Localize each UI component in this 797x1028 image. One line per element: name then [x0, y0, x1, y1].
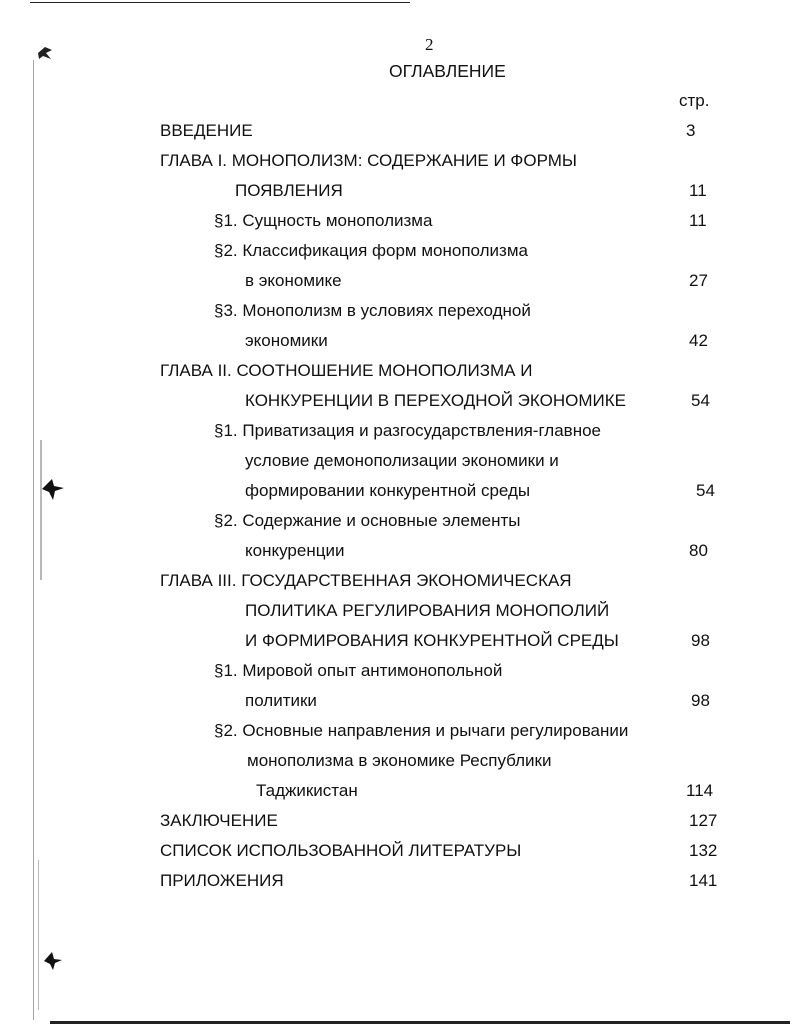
toc-entry-ch3-sec2-title-cont: монополизма в экономике Республики [247, 751, 552, 770]
toc-entry-chapter-1-title: ГЛАВА I. МОНОПОЛИЗМ: СОДЕРЖАНИЕ И ФОРМЫ [160, 151, 577, 170]
toc-entry-ch1-sec2-title: §2. Классификация форм монополизма [214, 241, 528, 260]
scan-ink-blot-icon [40, 476, 66, 502]
toc-entry-ch2-sec1-title-cont: условие демонополизации экономики и [245, 451, 559, 470]
scan-ink-blot-icon [42, 950, 64, 972]
toc-entry-bibliography-page: 132 [689, 841, 718, 860]
toc-entry-chapter-2-title: ГЛАВА II. СООТНОШЕНИЕ МОНОПОЛИЗМА И [160, 361, 533, 380]
toc-entry-ch1-sec3-title: §3. Монополизм в условиях переходной [214, 301, 531, 320]
scan-left-edge-line-3 [38, 860, 39, 1010]
page-column-label: стр. [679, 91, 710, 110]
scan-ink-blot-icon [36, 44, 54, 62]
toc-entry-chapter-3-title-cont: ПОЛИТИКА РЕГУЛИРОВАНИЯ МОНОПОЛИЙ [245, 601, 610, 620]
toc-entry-ch1-sec3-page: 42 [689, 331, 708, 350]
toc-entry-appendices-page: 141 [689, 871, 718, 890]
toc-title: ОГЛАВЛЕНИЕ [389, 61, 506, 81]
toc-entry-introduction-page: 3 [686, 121, 696, 140]
toc-entry-ch1-sec1-page: 11 [689, 211, 707, 230]
toc-entry-ch3-sec2-page: 114 [686, 781, 714, 800]
toc-entry-ch2-sec1-title-cont-2: формировании конкурентной среды [245, 481, 531, 500]
toc-entry-chapter-3-title: ГЛАВА III. ГОСУДАРСТВЕННАЯ ЭКОНОМИЧЕСКАЯ [160, 571, 572, 590]
toc-entry-ch1-sec2-page: 27 [689, 271, 708, 290]
toc-entry-ch2-sec1-title: §1. Приватизация и разгосударствления-главное [214, 421, 601, 440]
toc-entry-ch3-sec1-title-cont: политики [245, 691, 317, 710]
toc-entry-ch3-sec2-title-cont-2: Таджикистан [256, 781, 358, 800]
toc-entry-ch3-sec1-title: §1. Мировой опыт антимонопольной [214, 661, 503, 680]
page-number: 2 [425, 35, 434, 54]
toc-entry-ch2-sec2-page: 80 [689, 541, 708, 560]
toc-entry-ch2-sec1-page: 54 [696, 481, 715, 500]
toc-entry-chapter-1-page: 11 [689, 181, 707, 200]
toc-entry-chapter-2-title-cont: КОНКУРЕНЦИИ В ПЕРЕХОДНОЙ ЭКОНОМИКЕ [245, 391, 626, 410]
toc-entry-chapter-3-title-cont-2: И ФОРМИРОВАНИЯ КОНКУРЕНТНОЙ СРЕДЫ [245, 631, 619, 650]
toc-entry-ch1-sec2-title-cont: в экономике [245, 271, 342, 290]
toc-entry-ch1-sec3-title-cont: экономики [245, 331, 328, 350]
toc-entry-conclusion-page: 127 [689, 811, 718, 830]
toc-entry-chapter-3-page: 98 [691, 631, 710, 650]
toc-entry-ch2-sec2-title-cont: конкуренции [245, 541, 345, 560]
toc-entry-chapter-2-page: 54 [691, 391, 710, 410]
toc-entry-ch1-sec1-title: §1. Сущность монополизма [214, 211, 433, 230]
scan-top-edge-line [30, 2, 410, 3]
toc-entry-chapter-1-title-cont: ПОЯВЛЕНИЯ [235, 181, 343, 200]
scan-left-edge-line-2 [40, 440, 42, 580]
toc-entry-ch3-sec1-page: 98 [691, 691, 710, 710]
scan-bottom-edge-line [50, 1021, 790, 1024]
toc-entry-appendices-title: ПРИЛОЖЕНИЯ [160, 871, 284, 890]
toc-entry-introduction-title: ВВЕДЕНИЕ [160, 121, 253, 140]
toc-entry-ch3-sec2-title: §2. Основные направления и рычаги регулировании [214, 721, 629, 740]
scan-left-edge-line [33, 60, 34, 1020]
toc-entry-bibliography-title: СПИСОК ИСПОЛЬЗОВАННОЙ ЛИТЕРАТУРЫ [160, 841, 522, 860]
toc-entry-ch2-sec2-title: §2. Содержание и основные элементы [214, 511, 521, 530]
toc-entry-conclusion-title: ЗАКЛЮЧЕНИЕ [160, 811, 278, 830]
